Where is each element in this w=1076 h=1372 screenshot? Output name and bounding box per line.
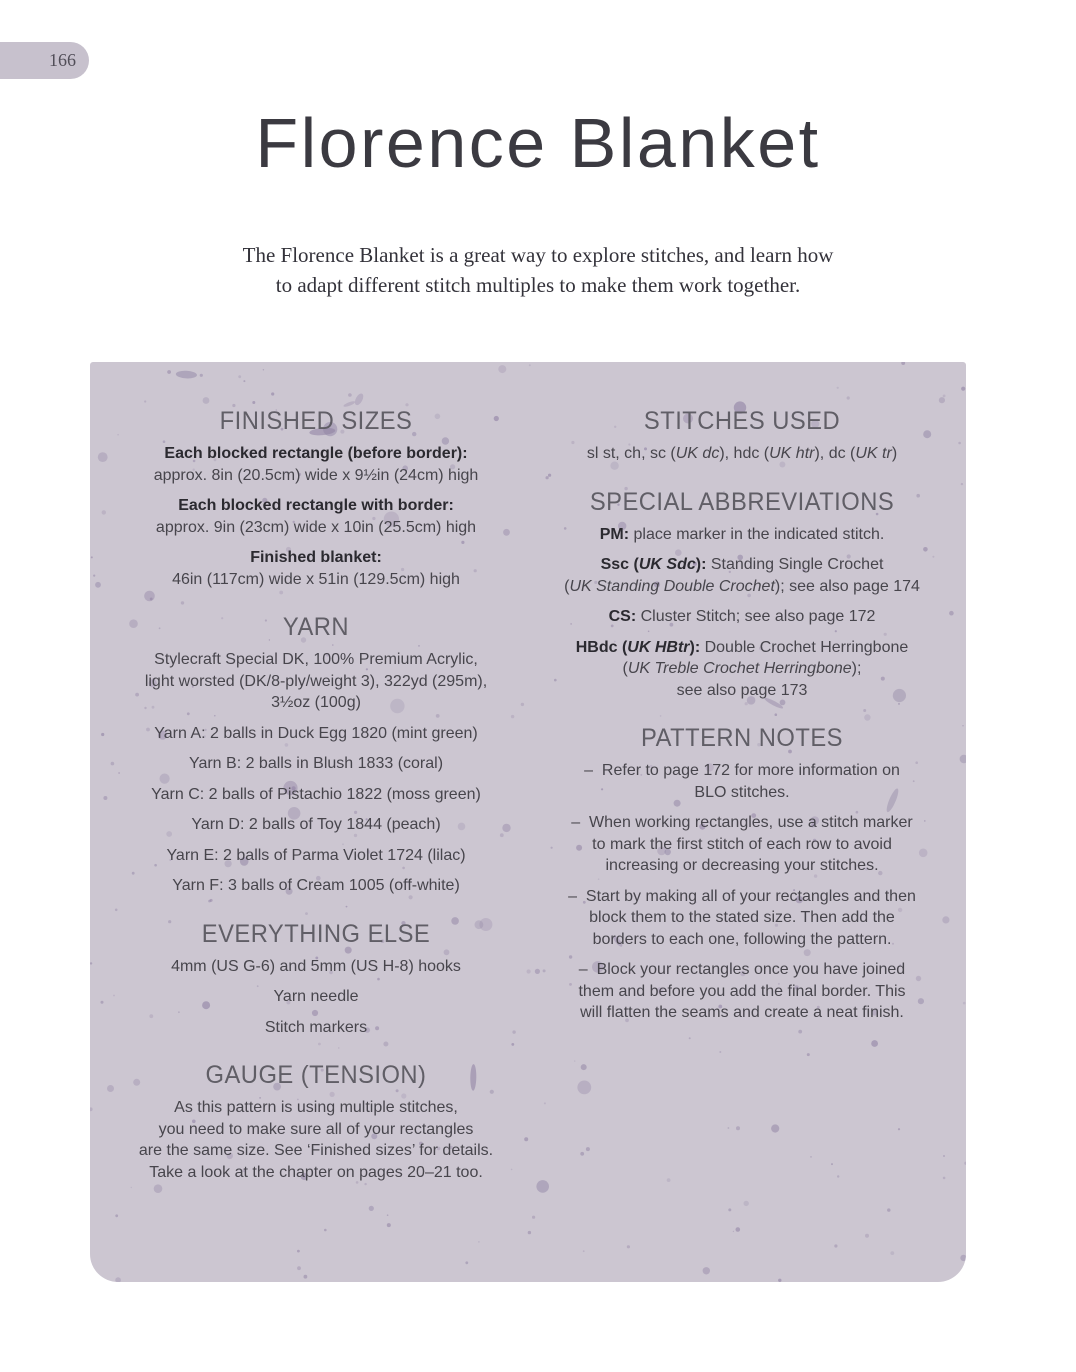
text-segment: ): bbox=[695, 556, 707, 573]
text-segment: place marker in the indicated stitch. bbox=[629, 525, 885, 543]
text-segment: PM: bbox=[599, 525, 630, 543]
text-segment: Stylecraft Special DK, 100% Premium Acrylic, bbox=[154, 651, 478, 668]
text-segment: ( bbox=[622, 660, 628, 677]
text-segment: – Start by making all of your rectangles and then bbox=[568, 887, 916, 905]
intro-text bbox=[0, 240, 1076, 300]
text-segment: Yarn C: 2 balls of Pistachio 1822 (moss green) bbox=[151, 785, 481, 803]
text-segment: borders to each one, following the pattern. bbox=[592, 930, 892, 948]
text-segment: block them to the stated size. Then add the bbox=[589, 909, 895, 926]
page-title: Florence Blanket bbox=[255, 104, 821, 182]
text-segment: – Refer to page 172 for more information on bbox=[584, 762, 900, 779]
text-segment: 4mm (US G-6) and 5mm (US H-8) hooks bbox=[171, 957, 461, 975]
text-segment: ); see also page 174 bbox=[774, 577, 920, 595]
text-segment: ), dc ( bbox=[814, 445, 856, 462]
text-segment: ): bbox=[689, 638, 701, 656]
text-segment: 3½oz (100g) bbox=[271, 694, 361, 711]
paragraph bbox=[114, 986, 518, 1008]
paragraph bbox=[114, 495, 518, 538]
text-segment: you need to make sure all of your rectangles bbox=[158, 1120, 474, 1138]
text-segment: Double Crochet Herringbone bbox=[700, 638, 909, 656]
paragraph bbox=[114, 443, 518, 486]
text-segment: – When working rectangles, use a stitch marker bbox=[571, 814, 913, 831]
paragraph bbox=[114, 814, 518, 836]
text-segment: Each blocked rectangle with border: bbox=[178, 497, 454, 514]
text-segment: UK Standing Double Crochet bbox=[569, 577, 775, 595]
text-segment: Each blocked rectangle (before border): bbox=[164, 445, 468, 462]
text-segment: Yarn A: 2 balls in Duck Egg 1820 (mint green) bbox=[154, 724, 478, 742]
materials-panel bbox=[90, 362, 966, 1282]
paragraph bbox=[540, 637, 944, 702]
text-segment: UK Sdc bbox=[638, 556, 696, 573]
panel-columns bbox=[90, 362, 966, 1192]
section-heading-gauge-tension: GAUGE (TENSION) bbox=[205, 1061, 427, 1089]
text-segment: Finished blanket: bbox=[250, 549, 382, 566]
paragraph bbox=[540, 812, 944, 877]
text-segment: will flatten the seams and create a neat finish. bbox=[580, 1004, 904, 1021]
paragraph bbox=[114, 753, 518, 775]
text-segment: see also page 173 bbox=[676, 681, 808, 699]
section-heading-pattern-notes: PATTERN NOTES bbox=[641, 724, 843, 752]
text-segment: are the same size. See ‘Finished sizes’ for details. bbox=[138, 1142, 494, 1159]
paragraph bbox=[540, 606, 944, 628]
text-segment: CS: bbox=[608, 608, 637, 625]
paragraph bbox=[114, 784, 518, 806]
text-segment: Stitch markers bbox=[264, 1018, 368, 1036]
paragraph bbox=[114, 649, 518, 714]
text-segment: ); bbox=[851, 660, 862, 677]
text-segment: Take a look at the chapter on pages 20–21 too. bbox=[149, 1163, 483, 1181]
intro-line-1: The Florence Blanket is a great way to explore stitches, and learn how bbox=[242, 243, 834, 267]
left-column bbox=[114, 406, 518, 1192]
text-segment: ) bbox=[891, 445, 898, 462]
text-segment: Yarn D: 2 balls of Toy 1844 (peach) bbox=[191, 816, 441, 833]
paragraph bbox=[114, 1017, 518, 1039]
text-segment: sl st, ch, sc ( bbox=[586, 445, 676, 462]
text-segment: Yarn E: 2 balls of Parma Violet 1724 (lilac) bbox=[166, 846, 466, 864]
text-segment: light worsted (DK/8-ply/weight 3), 322yd (295m), bbox=[144, 672, 488, 690]
section-heading-everything-else: EVERYTHING ELSE bbox=[201, 919, 431, 948]
text-segment: UK Treble Crochet Herringbone bbox=[627, 660, 852, 677]
paragraph bbox=[540, 959, 944, 1024]
section-heading-special-abbreviations: SPECIAL ABBREVIATIONS bbox=[589, 487, 895, 516]
page-number-tab bbox=[0, 42, 89, 79]
text-segment: ), hdc ( bbox=[719, 445, 770, 462]
text-segment: Yarn B: 2 balls in Blush 1833 (coral) bbox=[188, 755, 444, 772]
text-segment: 46in (117cm) wide x 51in (129.5cm) high bbox=[172, 570, 460, 588]
paragraph bbox=[540, 886, 944, 951]
paragraph bbox=[114, 1097, 518, 1183]
section-heading-yarn: YARN bbox=[282, 613, 350, 641]
text-segment: Ssc ( bbox=[600, 556, 639, 573]
section-heading-finished-sizes: FINISHED SIZES bbox=[219, 407, 413, 435]
paragraph bbox=[114, 956, 518, 978]
text-segment: UK HBtr bbox=[627, 638, 690, 656]
text-segment: UK tr bbox=[855, 445, 892, 462]
paragraph bbox=[114, 547, 518, 590]
paragraph bbox=[114, 845, 518, 867]
intro-line-2: to adapt different stitch multiples to make them work together. bbox=[275, 273, 801, 297]
text-segment: Yarn needle bbox=[273, 988, 359, 1005]
paragraph bbox=[540, 524, 944, 546]
text-segment: – Block your rectangles once you have joined bbox=[578, 961, 906, 978]
page-number: 166 bbox=[49, 50, 76, 70]
paragraph bbox=[114, 723, 518, 745]
text-segment: to mark the first stitch of each row to avoid bbox=[592, 835, 892, 853]
section-heading-stitches-used: STITCHES USED bbox=[643, 407, 841, 435]
text-segment: them and before you add the final border. This bbox=[578, 982, 906, 1000]
text-segment: Yarn F: 3 balls of Cream 1005 (off-white) bbox=[172, 877, 460, 894]
text-segment: UK htr bbox=[769, 445, 815, 462]
right-column bbox=[540, 406, 944, 1192]
text-segment: Standing Single Crochet bbox=[706, 556, 884, 573]
text-segment: approx. 8in (20.5cm) wide x 9½in (24cm) high bbox=[153, 466, 479, 484]
paragraph bbox=[114, 875, 518, 897]
text-segment: increasing or decreasing your stitches. bbox=[605, 857, 879, 874]
text-segment: BLO stitches. bbox=[694, 783, 790, 801]
text-segment: approx. 9in (23cm) wide x 10in (25.5cm) high bbox=[155, 518, 477, 536]
text-segment: Cluster Stitch; see also page 172 bbox=[636, 608, 876, 625]
text-segment: HBdc ( bbox=[575, 638, 628, 656]
text-segment: UK dc bbox=[675, 445, 720, 462]
paragraph bbox=[540, 554, 944, 597]
paragraph bbox=[540, 760, 944, 803]
text-segment: ( bbox=[564, 577, 570, 595]
paragraph bbox=[540, 443, 944, 465]
text-segment: As this pattern is using multiple stitches, bbox=[174, 1099, 458, 1116]
